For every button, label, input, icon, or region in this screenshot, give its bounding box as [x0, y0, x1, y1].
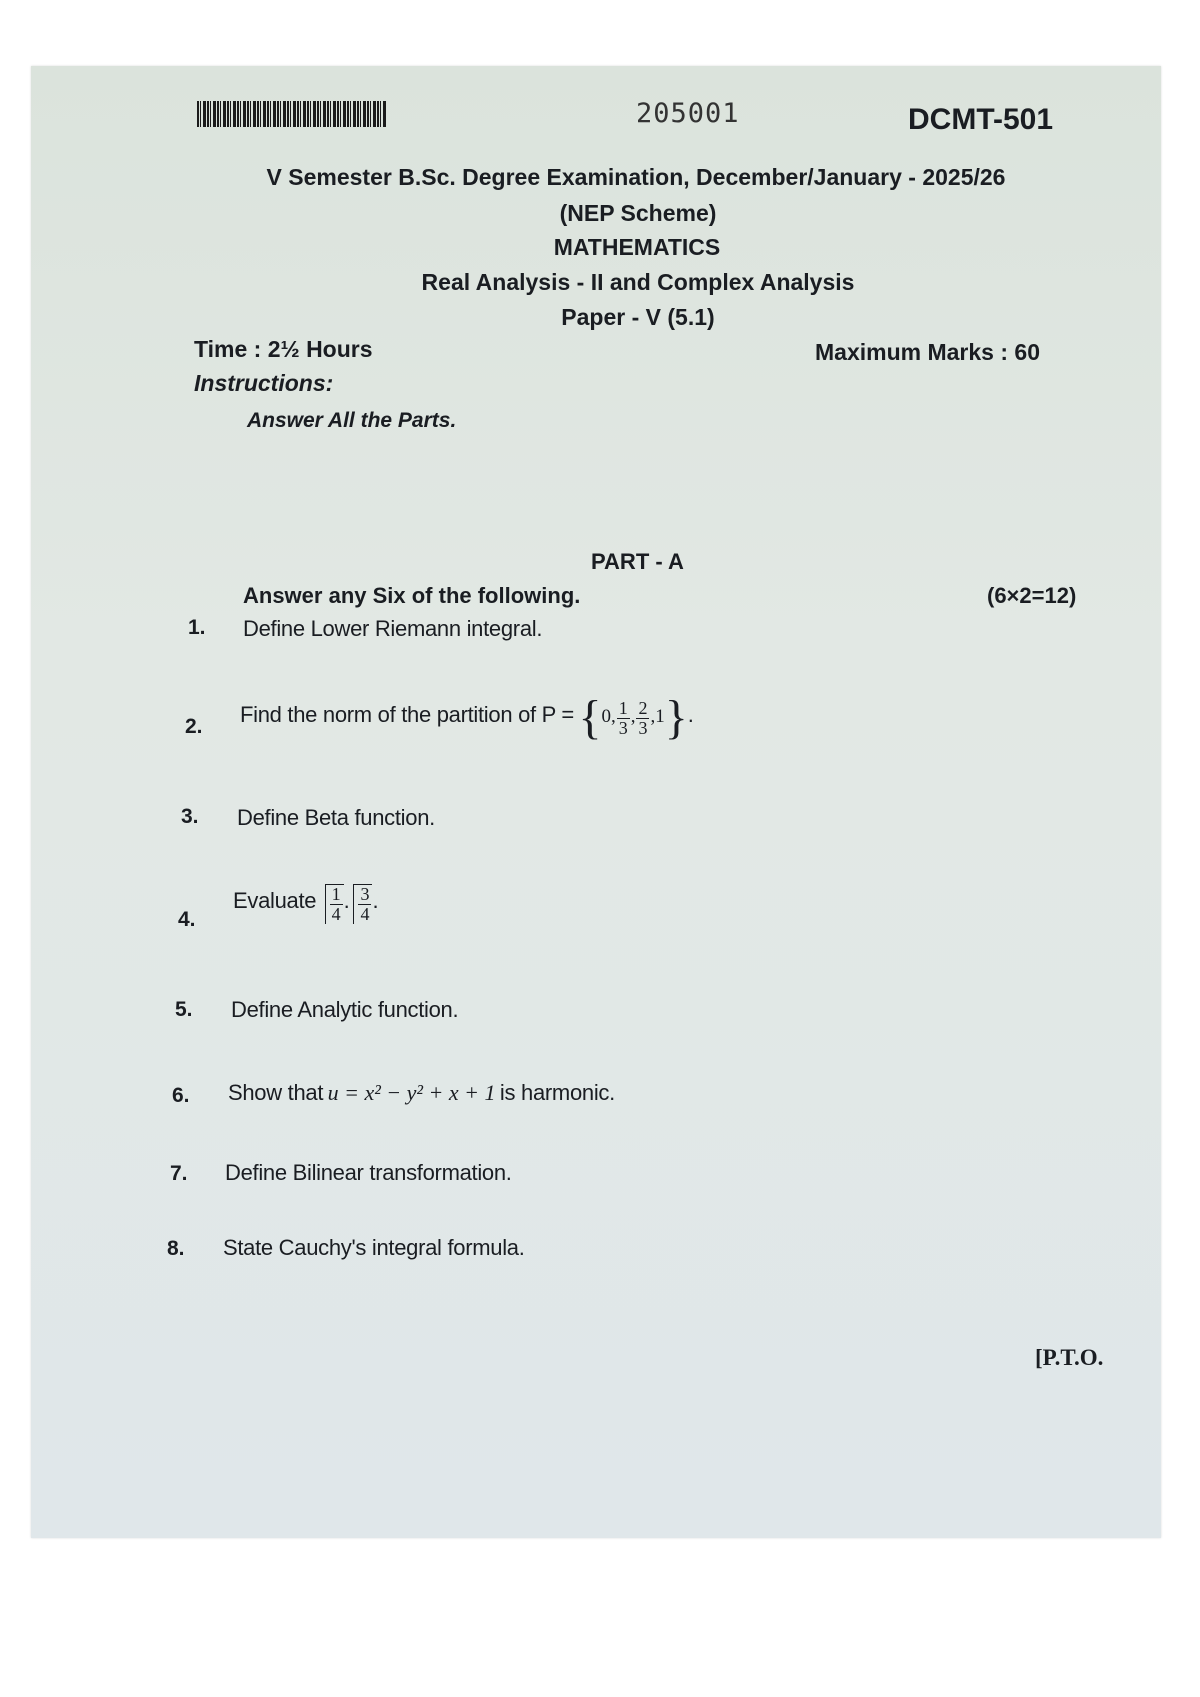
fraction-numerator: 1: [331, 884, 341, 904]
set-close-brace: }: [664, 691, 688, 744]
part-a-directive: Answer any Six of the following.: [243, 583, 581, 608]
question-text: Find the norm of the partition of P =: [240, 702, 574, 728]
question-text: Define Lower Riemann integral.: [243, 616, 543, 641]
fraction: [330, 885, 343, 924]
gamma-function: [353, 884, 372, 924]
question-number: 4.: [178, 908, 196, 931]
harmonic-expression: u = x² − y² + x + 1: [327, 1080, 496, 1105]
question-text-after: is harmonic.: [499, 1080, 615, 1105]
fraction-numerator: 2: [638, 697, 648, 718]
set-element: ,1: [650, 706, 665, 728]
fraction: [636, 699, 649, 738]
fraction: [617, 699, 630, 738]
set-open-brace: {: [578, 691, 602, 744]
question-number: 3.: [181, 805, 199, 828]
multiply-dot: .: [343, 888, 350, 914]
question-number: 1.: [188, 616, 206, 639]
instructions-text: Answer All the Parts.: [247, 409, 457, 432]
question-6-line: [228, 1080, 615, 1106]
gamma-function: [325, 884, 344, 924]
fraction: [358, 885, 371, 924]
question-number: 7.: [170, 1162, 188, 1185]
question-text: Define Bilinear transformation.: [225, 1160, 512, 1185]
question-end: .: [372, 888, 379, 914]
question-text: Evaluate: [233, 888, 317, 914]
course-title: Real Analysis - II and Complex Analysis: [421, 269, 855, 295]
question-number: 5.: [175, 998, 193, 1021]
set-element: 0,: [601, 706, 616, 728]
paper-number: Paper - V (5.1): [561, 304, 715, 330]
part-a-title: PART - A: [591, 549, 684, 574]
fraction-numerator: 1: [618, 697, 628, 718]
question-text: Define Analytic function.: [231, 997, 459, 1022]
part-a-marks: (6×2=12): [987, 583, 1077, 608]
set-comma: ,: [630, 706, 636, 728]
paper-code: DCMT-501: [908, 103, 1054, 136]
instructions-label: Instructions:: [194, 370, 334, 396]
question-number: 8.: [167, 1237, 185, 1260]
question-end: .: [687, 702, 694, 728]
question-text: Show that: [228, 1080, 324, 1105]
question-number: 2.: [185, 715, 203, 738]
scheme: (NEP Scheme): [559, 200, 717, 226]
exam-title: V Semester B.Sc. Degree Examination, December/January - 2025/26: [266, 164, 1006, 190]
fraction-numerator: 3: [360, 884, 370, 904]
question-text: State Cauchy's integral formula.: [223, 1235, 525, 1260]
subject-title: MATHEMATICS: [553, 234, 721, 260]
maximum-marks: Maximum Marks : 60: [815, 339, 1040, 365]
question-4-line: [233, 884, 378, 924]
time-allowed: Time : 2½ Hours: [194, 336, 373, 362]
question-number: 6.: [172, 1084, 190, 1107]
serial-number: 205001: [636, 98, 740, 129]
fraction-denominator: 3: [618, 717, 628, 738]
please-turn-over: [P.T.O.: [1035, 1345, 1104, 1370]
question-2-line: [240, 691, 694, 744]
fraction-denominator: 4: [331, 903, 341, 924]
fraction-denominator: 4: [360, 903, 370, 924]
fraction-denominator: 3: [638, 717, 648, 738]
question-text: Define Beta function.: [237, 805, 435, 830]
barcode: [197, 101, 387, 127]
